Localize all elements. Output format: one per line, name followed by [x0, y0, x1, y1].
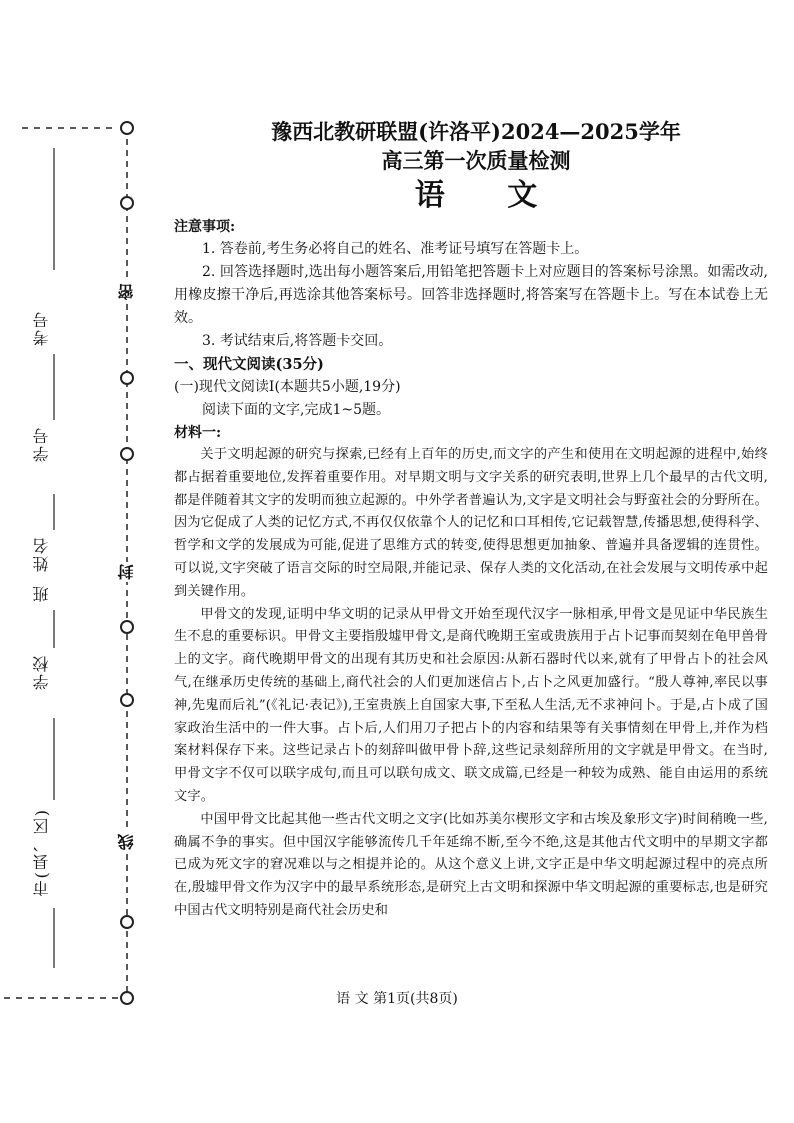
binding-label-class: 班: [32, 584, 51, 602]
binding-label-city: 市(县、区): [32, 808, 51, 897]
subject-title: 语 文: [414, 178, 564, 213]
binding-hole: [121, 372, 133, 384]
subsection-title: (一)现代文阅读Ⅰ(本题共5小题,19分): [174, 379, 401, 395]
notice-block: [174, 216, 768, 353]
exam-title-line1: 豫西北教研联盟(许洛平)2024—2025学年: [271, 119, 681, 144]
binding-label-name: 姓名: [32, 536, 51, 572]
material-label: 材料一:: [174, 425, 222, 441]
section-title: 一、现代文阅读(35分): [174, 356, 324, 373]
binding-hole: [121, 916, 133, 928]
exam-page-content: [174, 118, 768, 923]
passage-paragraph: 甲骨文的发现,证明中华文明的记录从甲骨文开始至现代汉字一脉相承,甲骨文是见证中华民族生生不息的重要标识。甲骨文主要指殷墟甲骨文,是商代晚期王室或贵族用于占卜记事而契刻在龟甲兽骨上的文字。商代晚期甲骨文的出现有其历史和社会原因:从新石器时代以来,就有了甲骨占卜的社会风气,在继承历史传统的基础上,商代社会的人们更加迷信占卜,占卜之风更加盛行。“殷人尊神,率民以事神,先鬼而后礼”(《礼记·表记》),王室贵族上自国家大事,下至私人生活,无不求神问卜。于是,占卜成了国家政治生活中的一件大事。占卜后,人们用刀子把占卜的内容和结果等有关事情刻在甲骨上,并作为档案材料保存下来。这些记录占卜的刻辞叫做甲骨卜辞,这些记录刻辞所用的文字就是甲骨文。在当时,甲骨文字不仅可以联字成句,而且可以联句成文、联文成篇,已经是一种较为成熟、能自由运用的系统文字。: [174, 606, 768, 804]
instruction-text: 阅读下面的文字,完成1~5题。: [202, 402, 390, 418]
seal-mi: 密: [117, 284, 136, 300]
binding-label-school: 学校: [32, 654, 51, 690]
section-reading: [174, 353, 768, 923]
exam-title-line2: 高三第一次质量检测: [381, 148, 571, 173]
seal-xian: 线: [117, 834, 136, 850]
passage-paragraph: 中国甲骨文比起其他一些古代文明之文字(比如苏美尔楔形文字和古埃及象形文字)时间稍晚一些,确属不争的事实。但中国汉字能够流传几千年延绵不断,至今不绝,这是其他古代文明中的早期文字都已成为死文字的窘况难以与之相提并论的。从这个意义上讲,文字正是中华文明起源过程中的亮点所在,殷墟甲骨文作为汉字中的最早系统形态,是研究上古文明和探源中华文明起源的重要标志,也是研究中国古代文明特别是商代社会历史和: [174, 811, 768, 918]
binding-hole: [121, 197, 133, 209]
seal-feng: 封: [117, 564, 136, 580]
binding-label-exam-number: 考号: [32, 310, 51, 346]
binding-hole: [121, 122, 133, 134]
page-footer: 语 文 第1页(共8页): [336, 991, 458, 1007]
binding-hole: [121, 694, 133, 706]
notice-label: 注意事项:: [174, 219, 236, 235]
passage-paragraph: 关于文明起源的研究与探索,已经有上百年的历史,而文字的产生和使用在文明起源的进程中,始终都占据着重要地位,发挥着重要作用。对早期文明与文字关系的研究表明,世界上几个最早的古代文明,都是伴随着其文字的发明而独立起源的。中外学者普遍认为,文字是文明社会与野蛮社会的分野所在。因为它促成了人类的记忆方式,不再仅仅依靠个人的记忆和口耳相传,它记载智慧,传播思想,使得科学、哲学和文学的发展成为可能,促进了思维方式的转变,使得思想更加抽象、普遍并具备逻辑的连贯性。可以说,文字突破了语言交际的时空局限,并能记录、保存人类的文化活动,在社会发展与文明传承中起到关键作用。: [174, 447, 768, 599]
notice-item: 1. 答卷前,考生务必将自己的姓名、准考证号填写在答题卡上。: [202, 241, 589, 257]
notice-item: 2. 回答选择题时,选出每小题答案后,用铅笔把答题卡上对应题目的答案标号涂黑。如需改动,用橡皮擦干净后,再选涂其他答案标号。回答非选择题时,将答案写在答题卡上。写在本试卷上无效。: [174, 264, 768, 326]
binding-hole: [121, 448, 133, 460]
binding-label-student-id: 学号: [32, 426, 51, 462]
binding-hole: [121, 621, 133, 633]
notice-item: 3. 考试结束后,将答题卡交回。: [202, 333, 393, 349]
